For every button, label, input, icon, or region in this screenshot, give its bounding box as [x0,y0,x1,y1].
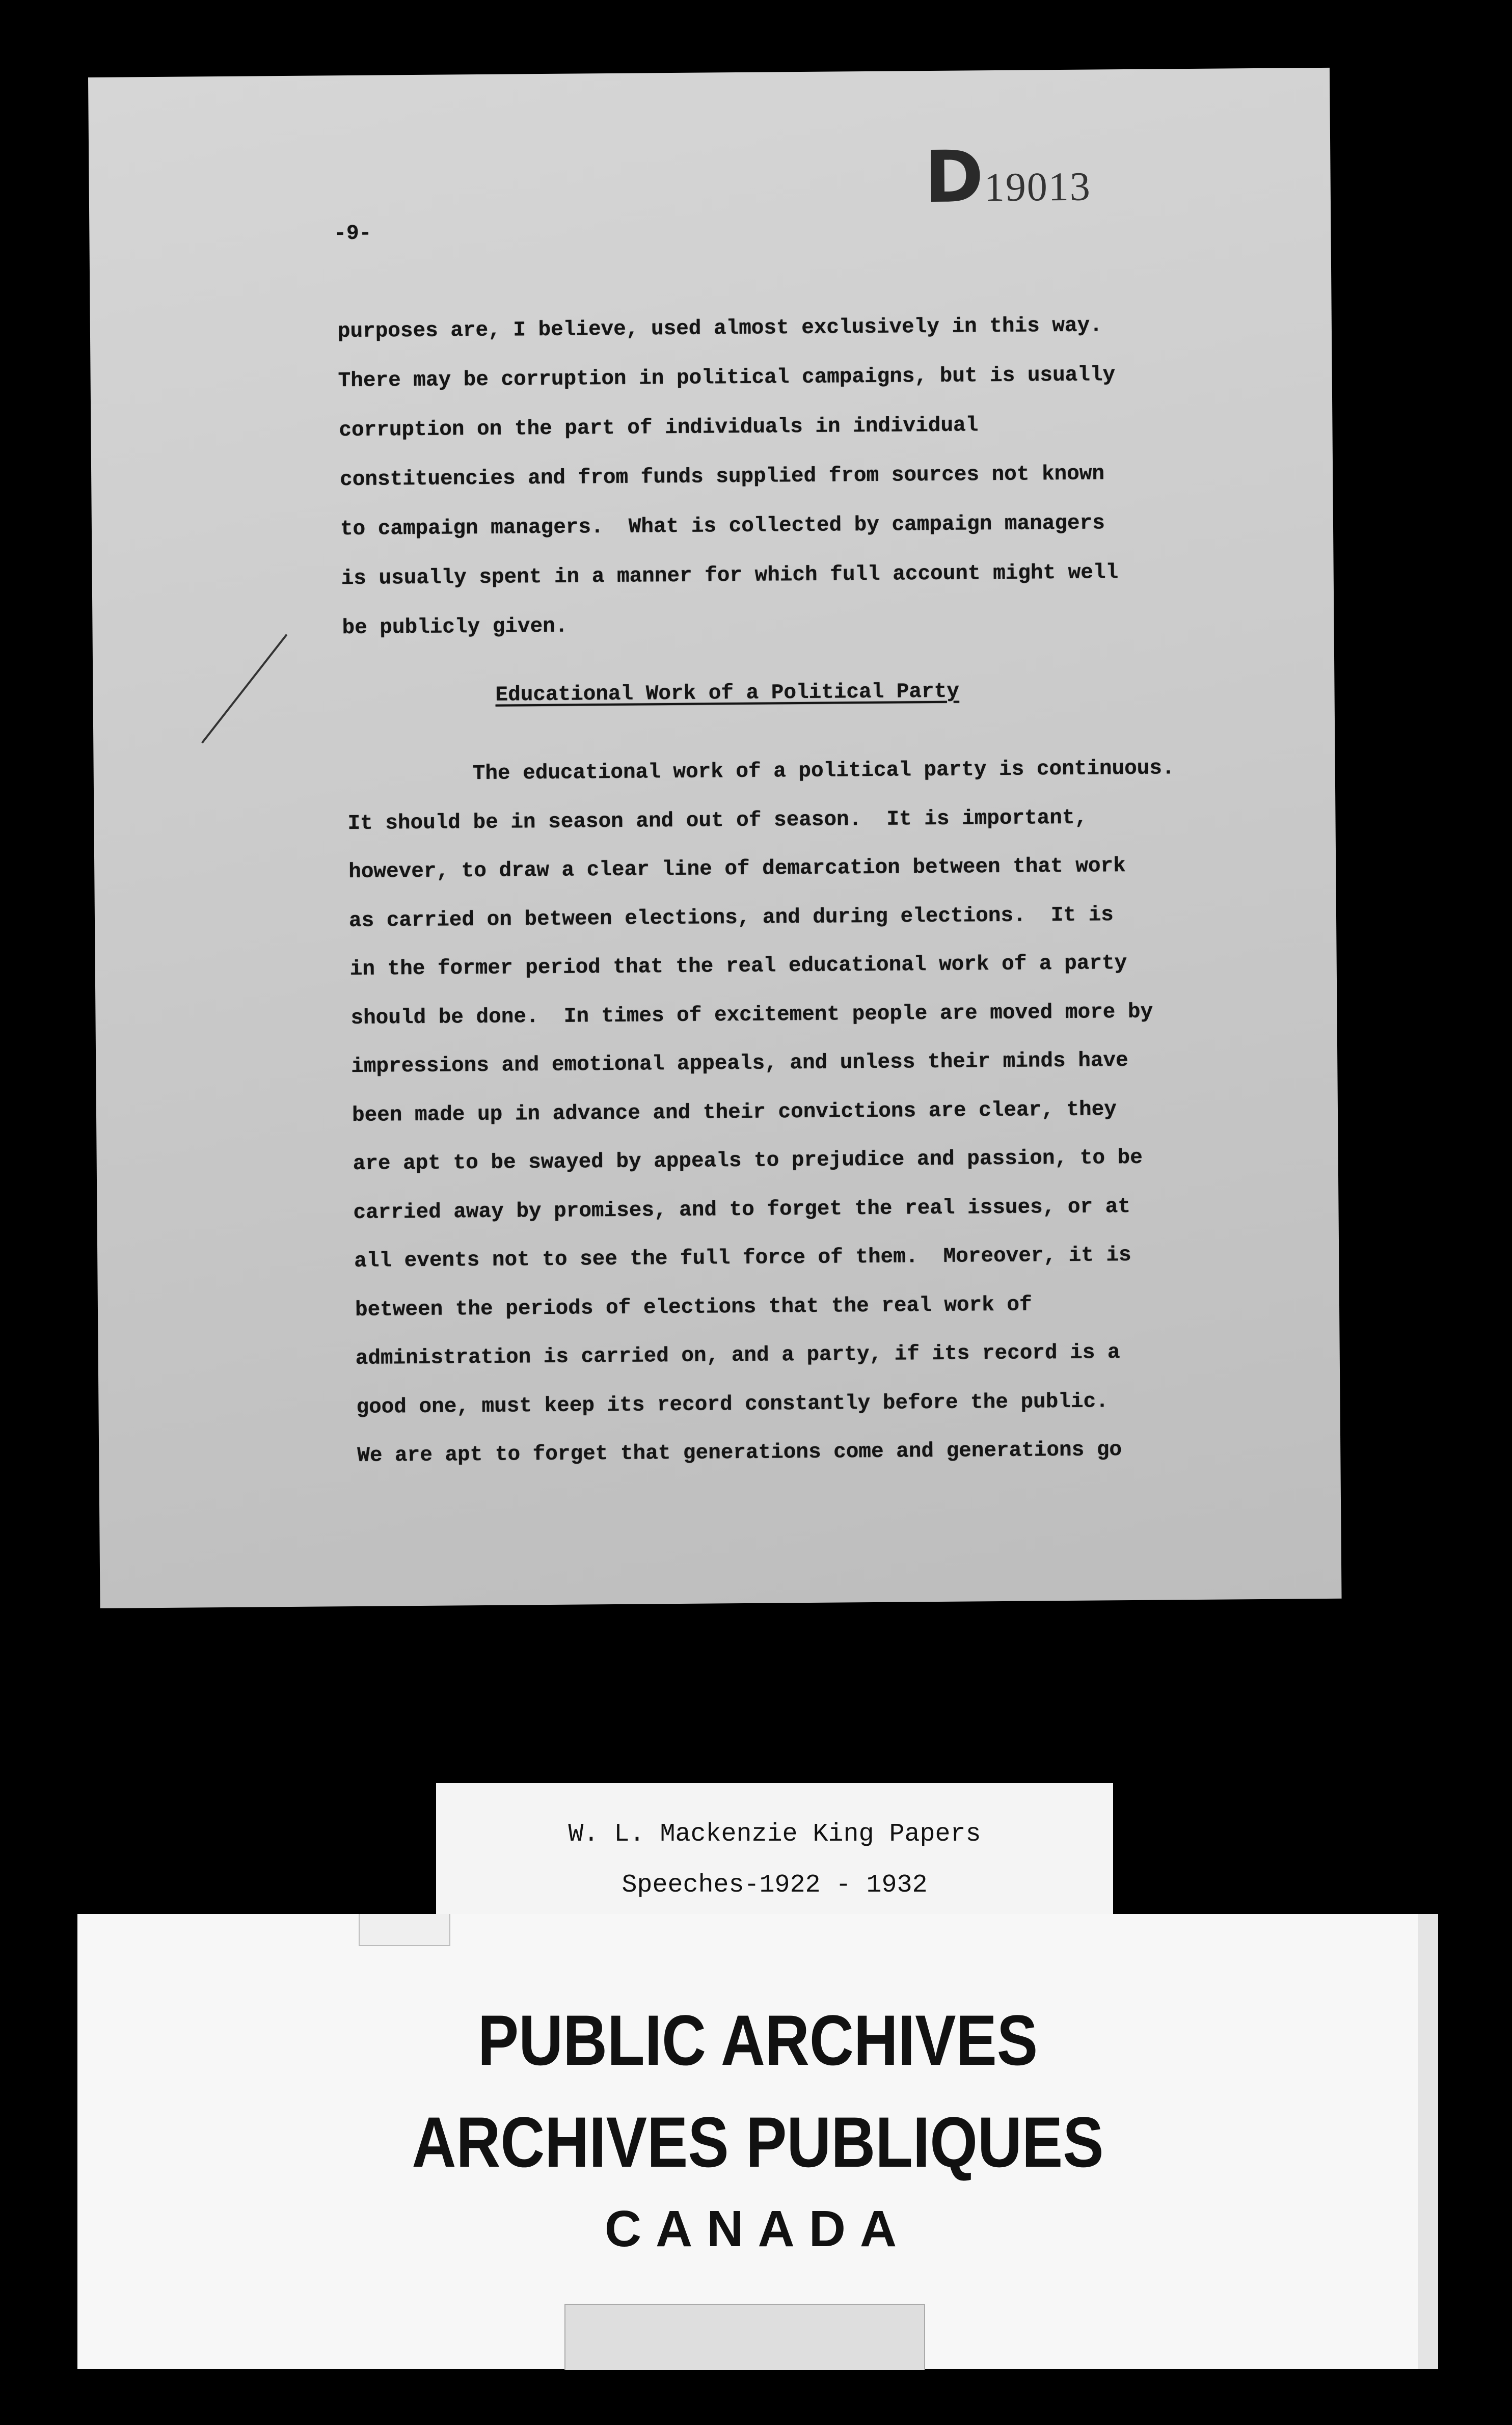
text-line: should be done. In times of excitement people are moved more by [350,1000,1153,1031]
text-line: It should be in season and out of season. It is important, [347,806,1088,836]
archive-title-en: PUBLIC ARCHIVES [477,2000,1038,2080]
text-line: administration is carried on, and a party, if its record is a [355,1341,1120,1370]
text-line: There may be corruption in political campaigns, but is usually [338,363,1116,393]
text-line: are apt to be swayed by appeals to prejudice and passion, to be [353,1146,1143,1176]
text-line: all events not to see the full force of them. Moreover, it is [354,1243,1131,1273]
text-line: good one, must keep its record constantly before the public. [356,1390,1109,1419]
text-line: is usually spent in a manner for which full account might well [341,561,1119,591]
text-line: been made up in advance and their convictions are clear, they [352,1098,1117,1127]
text-line: to campaign managers. What is collected by campaign managers [340,511,1105,542]
collection-title: W. L. Mackenzie King Papers [568,1820,981,1849]
text-line: between the periods of elections that the real work of [355,1293,1032,1322]
typewritten-page [88,68,1342,1608]
text-line: constituencies and from funds supplied from sources not known [340,462,1105,492]
text-line: corruption on the part of individuals in individual [339,414,979,443]
text-line: purposes are, I believe, used almost exclusively in this way. [337,314,1102,344]
text-line: The educational work of a political party is continuous. [472,757,1175,786]
card-tab [359,1914,450,1946]
stamp-number: 19013 [984,164,1092,210]
text-line: however, to draw a clear line of demarcation between that work [348,854,1126,884]
text-line: in the former period that the real educational work of a party [349,952,1127,982]
archive-card [77,1914,1438,2369]
collection-series: Speeches-1922 - 1932 [622,1871,928,1900]
section-heading: Educational Work of a Political Party [495,680,960,707]
collection-label [436,1783,1113,1936]
text-line: carried away by promises, and to forget the real issues, or at [353,1195,1131,1225]
card-tab [564,2304,925,2370]
text-line: impressions and emotional appeals, and unless their minds have [351,1049,1128,1079]
text-line: be publicly given. [342,614,568,640]
text-line: as carried on between elections, and during elections. It is [348,903,1114,933]
page-number: -9- [334,222,372,246]
stamp-letter: D [924,136,984,220]
text-line: We are apt to forget that generations come and generations go [357,1438,1122,1468]
archive-country: CANADA [604,2200,911,2257]
archive-title-fr: ARCHIVES PUBLIQUES [412,2102,1104,2182]
